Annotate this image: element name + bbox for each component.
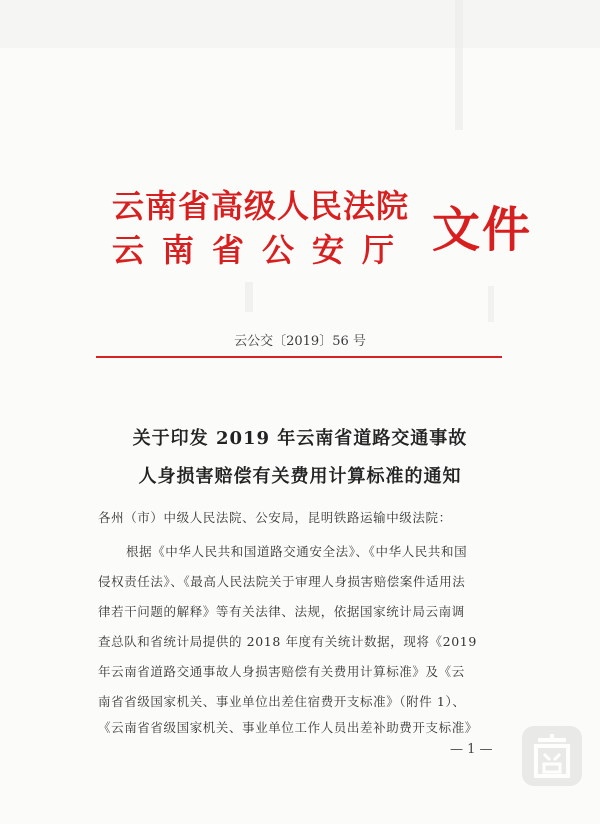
- page-number: — 1 —: [450, 742, 493, 757]
- document-title-line-2: 人身损害赔偿有关费用计算标准的通知: [138, 466, 462, 487]
- body-text-line: 《云南省省级国家机关、事业单位工作人员出差补助费开支标准》: [98, 720, 478, 735]
- body-text-line: 查总队和省统计局提供的 2018 年度有关统计数据，现将《2019: [98, 634, 477, 649]
- watermark-logo-icon: [522, 726, 582, 786]
- scan-shadow: [455, 0, 463, 130]
- addressee-line: 各州（市）中级人民法院、公安局，昆明铁路运输中级法院：: [98, 510, 452, 525]
- issuer-court: 云南省高级人民法院: [112, 187, 410, 225]
- issuer-police-dept: 云南省公安厅: [112, 231, 413, 269]
- scan-shadow: [245, 282, 253, 312]
- red-separator-line: [96, 356, 502, 358]
- body-text-line: 根据《中华人民共和国道路交通安全法》、《中华人民共和国: [126, 544, 468, 559]
- document-title-line-1: 关于印发 2019 年云南省道路交通事故: [132, 428, 468, 449]
- document-header: [112, 186, 533, 286]
- document-number: 云公交〔2019〕56 号: [234, 334, 366, 349]
- scan-shadow: [488, 286, 494, 322]
- body-text-line: 律若干问题的解释》等有关法律、法规，依据国家统计局云南调: [98, 604, 465, 619]
- body-text-line: 年云南省道路交通事故人身损害赔偿有关费用计算标准》及《云: [98, 664, 465, 679]
- document-type-label: 文件: [432, 202, 533, 258]
- body-text-line: 侵权责任法》、《最高人民法院关于审理人身损害赔偿案件适用法: [98, 574, 466, 589]
- body-text-line: 南省省级国家机关、事业单位出差住宿费开支标准》（附件 1）、: [98, 694, 466, 709]
- scan-shadow: [0, 0, 600, 48]
